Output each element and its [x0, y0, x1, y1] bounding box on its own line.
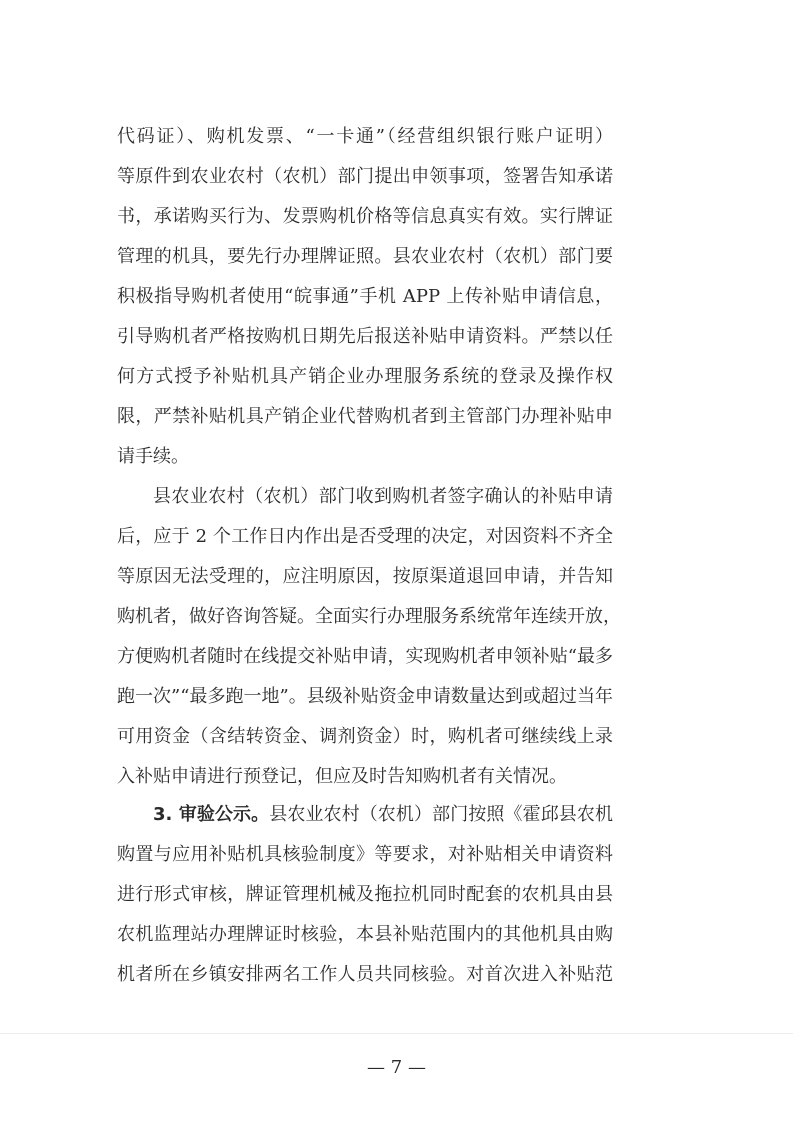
paragraph-line: 代码证）、购机发票、“一卡通”（经营组织银行账户证明） [117, 126, 613, 147]
paragraph-line: 限，严禁补贴机具产销企业代替购机者到主管部门办理补贴申 [117, 406, 613, 427]
paragraph-line: 管理的机具，要先行办理牌证照。县农业农村（农机）部门要 [117, 246, 613, 267]
paragraph-line [153, 800, 613, 830]
paragraph-line: 进行形式审核，牌证管理机械及拖拉机同时配套的农机具由县 [117, 884, 613, 905]
footer-divider [0, 1033, 793, 1034]
paragraph-line: 县农业农村（农机）部门收到购机者签字确认的补贴申请 [153, 486, 613, 507]
paragraph-line: 跑一次”“最多跑一地”。县级补贴资金申请数量达到或超过当年 [117, 686, 613, 707]
paragraph-line: 方便购机者随时在线提交补贴申请，实现购机者申领补贴“最多 [117, 646, 613, 667]
paragraph-line: 等原因无法受理的，应注明原因，按原渠道退回申请，并告知 [117, 566, 613, 587]
paragraph-line: 入补贴申请进行预登记，但应及时告知购机者有关情况。 [117, 766, 567, 787]
paragraph-line: 购置与应用补贴机具核验制度》等要求，对补贴相关申请资料 [117, 844, 613, 865]
page-number: — 7 — [367, 1057, 426, 1078]
paragraph-text: 县农业农村（农机）部门按照《霍邱县农机 [269, 804, 613, 825]
section-heading: 3. 审验公示。 [153, 804, 270, 825]
paragraph-line: 后，应于 2 个工作日内作出是否受理的决定，对因资料不齐全 [117, 526, 613, 547]
paragraph-line: 积极指导购机者使用“皖事通”手机 APP 上传补贴申请信息， [117, 286, 613, 307]
paragraph-line: 购机者，做好咨询答疑。全面实行办理服务系统常年连续开放， [117, 606, 621, 627]
paragraph-line: 书，承诺购买行为、发票购机价格等信息真实有效。实行牌证 [117, 206, 613, 227]
paragraph-line: 等原件到农业农村（农机）部门提出申领事项，签署告知承诺 [117, 166, 613, 187]
paragraph-line: 引导购机者严格按购机日期先后报送补贴申请资料。严禁以任 [117, 326, 613, 347]
paragraph-line: 可用资金（含结转资金、调剂资金）时，购机者可继续线上录 [117, 726, 613, 747]
paragraph-line: 农机监理站办理牌证时核验，本县补贴范围内的其他机具由购 [117, 924, 613, 945]
paragraph-line: 何方式授予补贴机具产销企业办理服务系统的登录及操作权 [117, 366, 613, 387]
paragraph-line: 请手续。 [117, 446, 189, 467]
paragraph-line: 机者所在乡镇安排两名工作人员共同核验。对首次进入补贴范 [117, 964, 613, 985]
